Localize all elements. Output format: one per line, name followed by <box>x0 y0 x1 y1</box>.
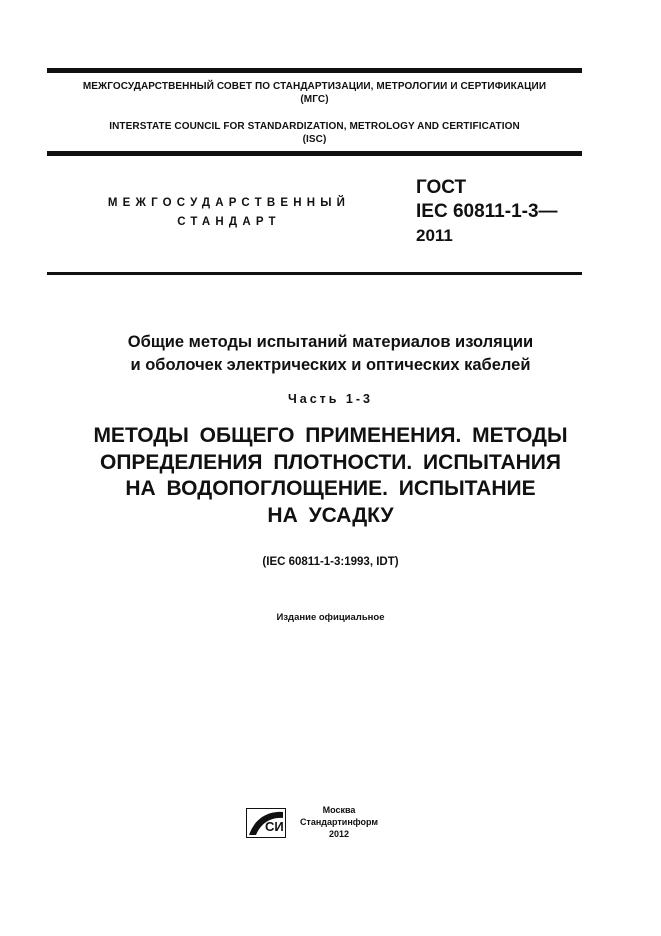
part-label: Часть 1-3 <box>287 392 374 406</box>
standard-designation <box>416 176 586 248</box>
logo-text: СИ <box>265 819 284 834</box>
general-title-line2: и оболочек электрических и оптических кабелей <box>130 356 531 374</box>
council-name-en-text: INTERSTATE COUNCIL FOR STANDARDIZATION, METROLOGY AND CERTIFICATION <box>109 121 520 132</box>
designation-number: IEC 60811-1-3— <box>416 201 558 222</box>
top-divider <box>47 68 582 73</box>
designation-prefix: ГОСТ <box>416 177 467 198</box>
designation-year: 2011 <box>416 226 453 245</box>
standard-type-line2: СТАНДАРТ <box>177 216 281 228</box>
council-abbrev-en: (ISC) <box>302 134 327 145</box>
council-name-ru <box>47 80 582 106</box>
imprint-city: Москва <box>322 805 356 815</box>
council-name-ru-text: МЕЖГОСУДАРСТВЕННЫЙ СОВЕТ ПО СТАНДАРТИЗАЦИИ, МЕТРОЛОГИИ И СЕРТИФИКАЦИИ <box>82 81 547 92</box>
middle-divider <box>47 151 582 156</box>
standard-type <box>100 194 358 232</box>
main-title <box>20 423 641 529</box>
lower-divider <box>47 272 582 275</box>
general-title-line1: Общие методы испытаний материалов изоляции <box>127 333 534 351</box>
standard-type-line1: МЕЖГОСУДАРСТВЕННЫЙ <box>107 197 351 209</box>
council-name-en <box>47 120 582 146</box>
general-title <box>20 331 641 377</box>
standartinform-logo-icon <box>246 808 286 838</box>
main-title-line4: НА УСАДКУ <box>267 503 394 527</box>
main-title-line1: МЕТОДЫ ОБЩЕГО ПРИМЕНЕНИЯ. МЕТОДЫ <box>93 424 568 447</box>
imprint-publisher: Стандартинформ <box>299 817 379 827</box>
council-abbrev-ru: (МГС) <box>300 94 329 105</box>
iec-reference: (IEC 60811-1-3:1993, IDT) <box>262 556 399 568</box>
main-title-line3: НА ВОДОПОГЛОЩЕНИЕ. ИСПЫТАНИЕ <box>125 477 536 500</box>
edition-label: Издание официальное <box>276 612 385 623</box>
imprint-year: 2012 <box>328 829 350 839</box>
main-title-line2: ОПРЕДЕЛЕНИЯ ПЛОТНОСТИ. ИСПЫТАНИЯ <box>100 450 561 474</box>
publisher-imprint <box>292 804 386 840</box>
